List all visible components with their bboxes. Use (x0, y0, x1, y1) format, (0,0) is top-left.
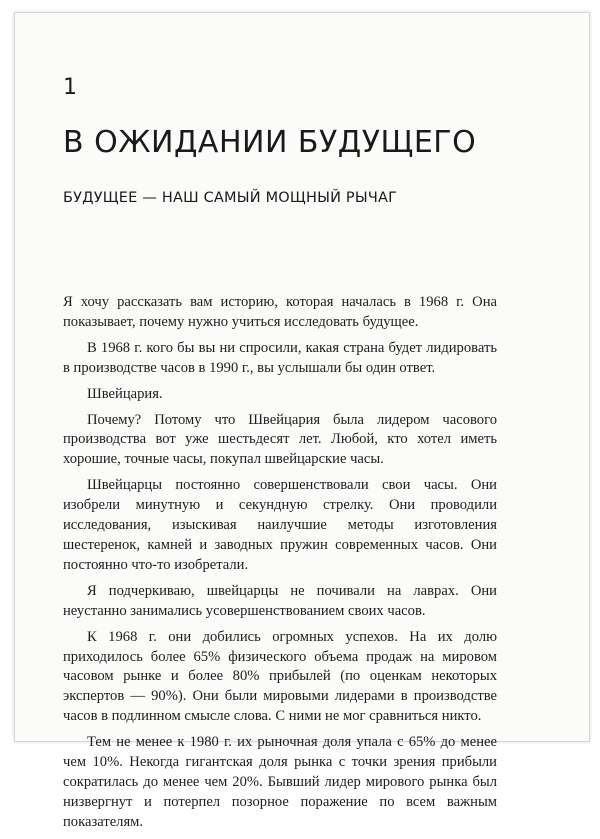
book-page (14, 12, 590, 830)
chapter-number: 1 (63, 75, 77, 100)
chapter-body (63, 293, 497, 839)
paragraph: Я хочу рассказать вам историю, которая началась в 1968 г. Она показывает, почему нужно учиться исследовать будущее. (63, 294, 497, 330)
chapter-title: В ОЖИДАНИИ БУДУЩЕГО (63, 125, 477, 160)
paragraph: Швейцарцы постоянно совершенствовали свои часы. Они изобрели минутную и секундную стрелку. Они проводили исследования, изыскивая наилучшие методы изготовления шестеренок, камней и заводных пружин современных часов. Они постоянно что-то изобретали. (63, 477, 497, 573)
paragraph: В 1968 г. кого бы вы ни спросили, какая страна будет лидировать в производстве часов в 1990 г., вы услышали бы один ответ. (63, 339, 497, 376)
paragraph: Швейцария. (87, 385, 163, 402)
paragraph: Почему? Потому что Швейцария была лидером часового производства вот уже шестьдесят лет. Любой, кто хотел иметь хорошие, точные часы, покупал швейцарские часы. (63, 411, 497, 468)
paragraph: Тем не менее к 1980 г. их рыночная доля упала с 65% до менее чем 10%. Некогда гигантская доля рынка с точки зрения прибыли сократилась до менее чем 20%. Бывший лидер мирового рынка был низвергнут и потерпел позорное поражение по всем важным показателям. (63, 734, 497, 830)
chapter-subtitle: БУДУЩЕЕ — НАШ САМЫЙ МОЩНЫЙ РЫЧАГ (63, 190, 398, 206)
paragraph: К 1968 г. они добились огромных успехов. На их долю приходилось более 65% физического объема продаж на мировом часовом рынке и более 80% прибылей (по оценкам некоторых экспертов — 90%). Они были мировыми лидерами в производстве часов в подлинном смысле слова. С ними не мог сравниться никто. (63, 628, 497, 725)
paragraph: Я подчеркиваю, швейцарцы не почивали на лаврах. Они неустанно занимались усовершенствованием своих часов. (63, 582, 497, 619)
